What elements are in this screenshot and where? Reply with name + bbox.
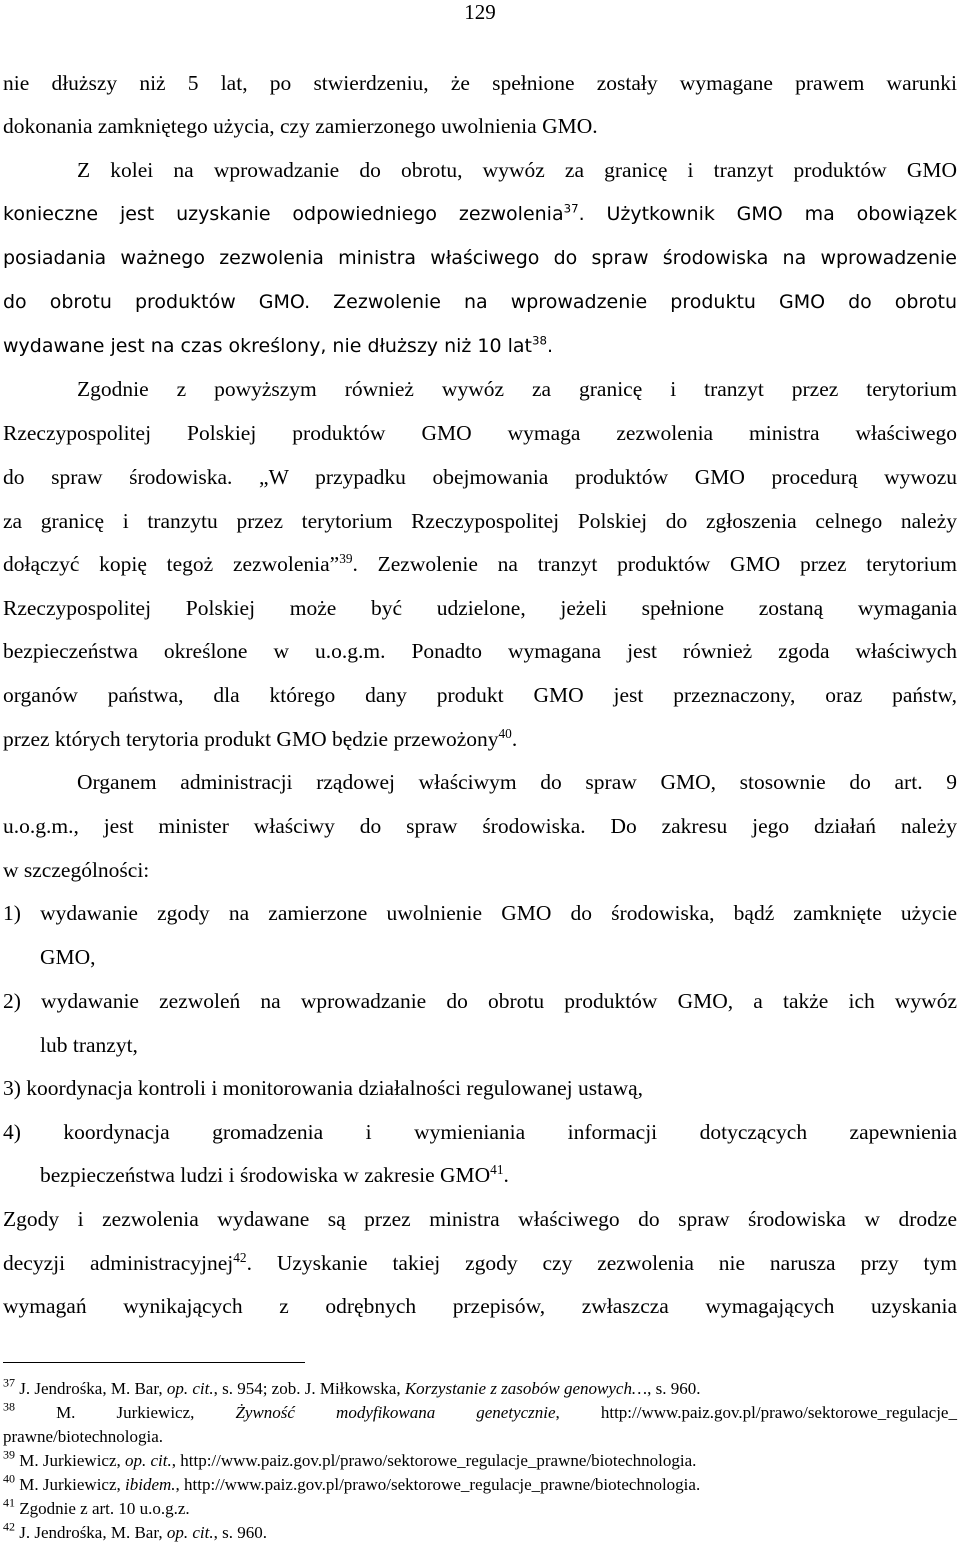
text-run: bezpieczeństwa określone w u.o.g.m. Ponadto wymagana jest również zgoda właściwych bbox=[3, 639, 957, 663]
text-run: , http://www.paiz.gov.pl/prawo/sektorowe_regulacje_prawne/biotechnologia. bbox=[175, 1475, 701, 1494]
text-run: . bbox=[547, 335, 554, 357]
body-line bbox=[3, 106, 957, 146]
page-number: 129 bbox=[464, 0, 496, 24]
body-line bbox=[3, 631, 957, 671]
body-line bbox=[77, 762, 957, 802]
text-run: Zgodnie z powyższym również wywóz za granicę i tranzyt przez terytorium bbox=[77, 377, 957, 401]
list-item bbox=[3, 1068, 957, 1108]
text-run: , s. 960. bbox=[647, 1379, 701, 1398]
footnote-ref: 40 bbox=[3, 1471, 15, 1486]
footnote-ref: 38 bbox=[3, 1399, 15, 1414]
text-run: prawne/biotechnologia. bbox=[3, 1427, 164, 1446]
footnote-ref: 38 bbox=[532, 333, 547, 348]
text-run: konieczne jest uzyskanie odpowiedniego zezwolenia bbox=[3, 203, 564, 225]
body-line bbox=[3, 194, 957, 234]
footnote bbox=[3, 1399, 957, 1423]
body-line bbox=[3, 282, 957, 322]
italic-text: op. cit. bbox=[125, 1451, 172, 1470]
text-run: M. Jurkiewicz, bbox=[15, 1403, 236, 1422]
body-line bbox=[3, 63, 957, 103]
text-run: J. Jendrośka, M. Bar, bbox=[15, 1379, 167, 1398]
italic-text: op. cit. bbox=[166, 1379, 214, 1398]
footnote-ref: 41 bbox=[490, 1161, 504, 1177]
list-item-continuation bbox=[40, 1155, 957, 1195]
text-run: , s. 960. bbox=[213, 1523, 267, 1542]
body-line bbox=[3, 675, 957, 715]
text-run: M. Jurkiewicz, bbox=[15, 1475, 126, 1494]
footnote-ref: 41 bbox=[3, 1495, 15, 1510]
text-run: . Użytkownik GMO ma obowiązek bbox=[578, 203, 958, 225]
list-item bbox=[3, 981, 957, 1021]
text-run: bezpieczeństwa ludzi i środowiska w zakresie GMO bbox=[40, 1163, 491, 1187]
text-run: Zgody i zezwolenia wydawane są przez ministra właściwego do spraw środowiska w drodze bbox=[3, 1207, 957, 1231]
footnote-ref: 42 bbox=[3, 1519, 15, 1534]
text-run: Zgodnie z art. 10 u.o.g.z. bbox=[15, 1499, 190, 1518]
text-run: 1) wydawanie zgody na zamierzone uwolnienie GMO do środowiska, bądź zamknięte użycie bbox=[3, 901, 957, 925]
body-line bbox=[3, 719, 957, 759]
text-run: organów państwa, dla którego dany produkt GMO jest przeznaczony, oraz państw, bbox=[3, 683, 957, 707]
body-line bbox=[3, 413, 957, 453]
footnote-separator bbox=[3, 1362, 305, 1363]
text-run: dokonania zamkniętego użycia, czy zamierzonego uwolnienia GMO. bbox=[3, 114, 598, 138]
body-line bbox=[3, 850, 957, 890]
text-run: , http://www.paiz.gov.pl/prawo/sektorowe_regulacje_prawne/biotechnologia. bbox=[171, 1451, 697, 1470]
text-run: decyzji administracyjnej bbox=[3, 1251, 234, 1275]
body-line bbox=[77, 369, 957, 409]
body-line bbox=[3, 806, 957, 846]
text-run: . bbox=[511, 727, 518, 751]
text-run: . Uzyskanie takiej zgody czy zezwolenia nie narusza przy tym bbox=[246, 1251, 957, 1275]
text-run: w szczególności: bbox=[3, 858, 150, 882]
footnote bbox=[3, 1495, 957, 1519]
text-run: 4) koordynacja gromadzenia i wymieniania informacji dotyczących zapewnienia bbox=[3, 1120, 957, 1144]
footnote bbox=[3, 1375, 957, 1399]
footnote-ref: 40 bbox=[498, 725, 512, 741]
text-run: u.o.g.m., jest minister właściwy do spraw środowiska. Do zakresu jego działań należy bbox=[3, 814, 957, 838]
body-line bbox=[3, 1199, 957, 1239]
text-run: do spraw środowiska. „W przypadku obejmowania produktów GMO procedurą wywozu bbox=[3, 465, 957, 489]
body-line bbox=[3, 501, 957, 541]
body-line bbox=[3, 457, 957, 497]
footnote-ref: 37 bbox=[3, 1375, 15, 1390]
text-run: J. Jendrośka, M. Bar, bbox=[15, 1523, 167, 1542]
list-item bbox=[3, 1112, 957, 1152]
footnote-ref: 39 bbox=[3, 1447, 15, 1462]
text-run: Rzeczypospolitej Polskiej produktów GMO wymaga zezwolenia ministra właściwego bbox=[3, 421, 957, 445]
text-run: wydawane jest na czas określony, nie dłuższy niż 10 lat bbox=[3, 335, 533, 357]
text-run: Z kolei na wprowadzanie do obrotu, wywóz za granicę i tranzyt produktów GMO bbox=[77, 158, 957, 182]
footnote-ref: 42 bbox=[233, 1249, 247, 1265]
text-run: za granicę i tranzytu przez terytorium Rzeczypospolitej Polskiej do zgłoszenia celnego należy bbox=[3, 509, 957, 533]
footnote bbox=[3, 1519, 957, 1543]
text-run: 2) wydawanie zezwoleń na wprowadzanie do obrotu produktów GMO, a także ich wywóz bbox=[3, 989, 957, 1013]
footnote-continuation bbox=[3, 1427, 957, 1447]
body-line bbox=[3, 544, 957, 584]
list-item bbox=[3, 893, 957, 933]
footnote bbox=[3, 1447, 957, 1471]
text-run: . Zezwolenie na tranzyt produktów GMO przez terytorium bbox=[352, 552, 957, 576]
footnote-ref: 37 bbox=[563, 201, 579, 216]
footnote bbox=[3, 1471, 957, 1495]
text-run: wymagań wynikających z odrębnych przepisów, zwłaszcza wymagających uzyskania bbox=[3, 1294, 957, 1318]
list-item-continuation bbox=[40, 1025, 957, 1065]
text-run: dołączyć kopię tegoż zezwolenia” bbox=[3, 552, 340, 576]
body-line bbox=[3, 588, 957, 628]
text-run: nie dłuższy niż 5 lat, po stwierdzeniu, że spełnione zostały wymagane prawem warunki bbox=[3, 71, 957, 95]
body-line bbox=[3, 326, 957, 366]
text-run: . bbox=[503, 1163, 509, 1187]
body-line bbox=[3, 238, 957, 278]
text-run: lub tranzyt, bbox=[40, 1033, 138, 1057]
text-run: 3) koordynacja kontroli i monitorowania działalności regulowanej ustawą, bbox=[3, 1076, 644, 1100]
body-line bbox=[3, 1286, 957, 1326]
italic-text: Korzystanie z zasobów genowych… bbox=[404, 1379, 648, 1398]
text-run: Organem administracji rządowej właściwym do spraw GMO, stosownie do art. 9 bbox=[77, 770, 957, 794]
footnote-ref: 39 bbox=[339, 550, 353, 566]
list-item-continuation bbox=[40, 937, 957, 977]
text-run: do obrotu produktów GMO. Zezwolenie na wprowadzenie produktu GMO do obrotu bbox=[3, 291, 957, 313]
italic-text: Żywność modyfikowana genetycznie bbox=[235, 1403, 556, 1422]
text-run: , http://www.paiz.gov.pl/prawo/sektorowe_regulacje_ bbox=[555, 1403, 957, 1422]
body-line bbox=[77, 150, 957, 190]
text-run: M. Jurkiewicz, bbox=[15, 1451, 126, 1470]
text-run: Rzeczypospolitej Polskiej może być udzielone, jeżeli spełnione zostaną wymagania bbox=[3, 596, 957, 620]
italic-text: op. cit. bbox=[166, 1523, 214, 1542]
text-run: , s. 954; zob. J. Miłkowska, bbox=[213, 1379, 405, 1398]
text-run: posiadania ważnego zezwolenia ministra właściwego do spraw środowiska na wprowadzenie bbox=[3, 247, 957, 269]
text-run: GMO, bbox=[40, 945, 96, 969]
body-line bbox=[3, 1243, 957, 1283]
italic-text: ibidem. bbox=[125, 1475, 176, 1494]
text-run: przez których terytoria produkt GMO będzie przewożony bbox=[3, 727, 499, 751]
